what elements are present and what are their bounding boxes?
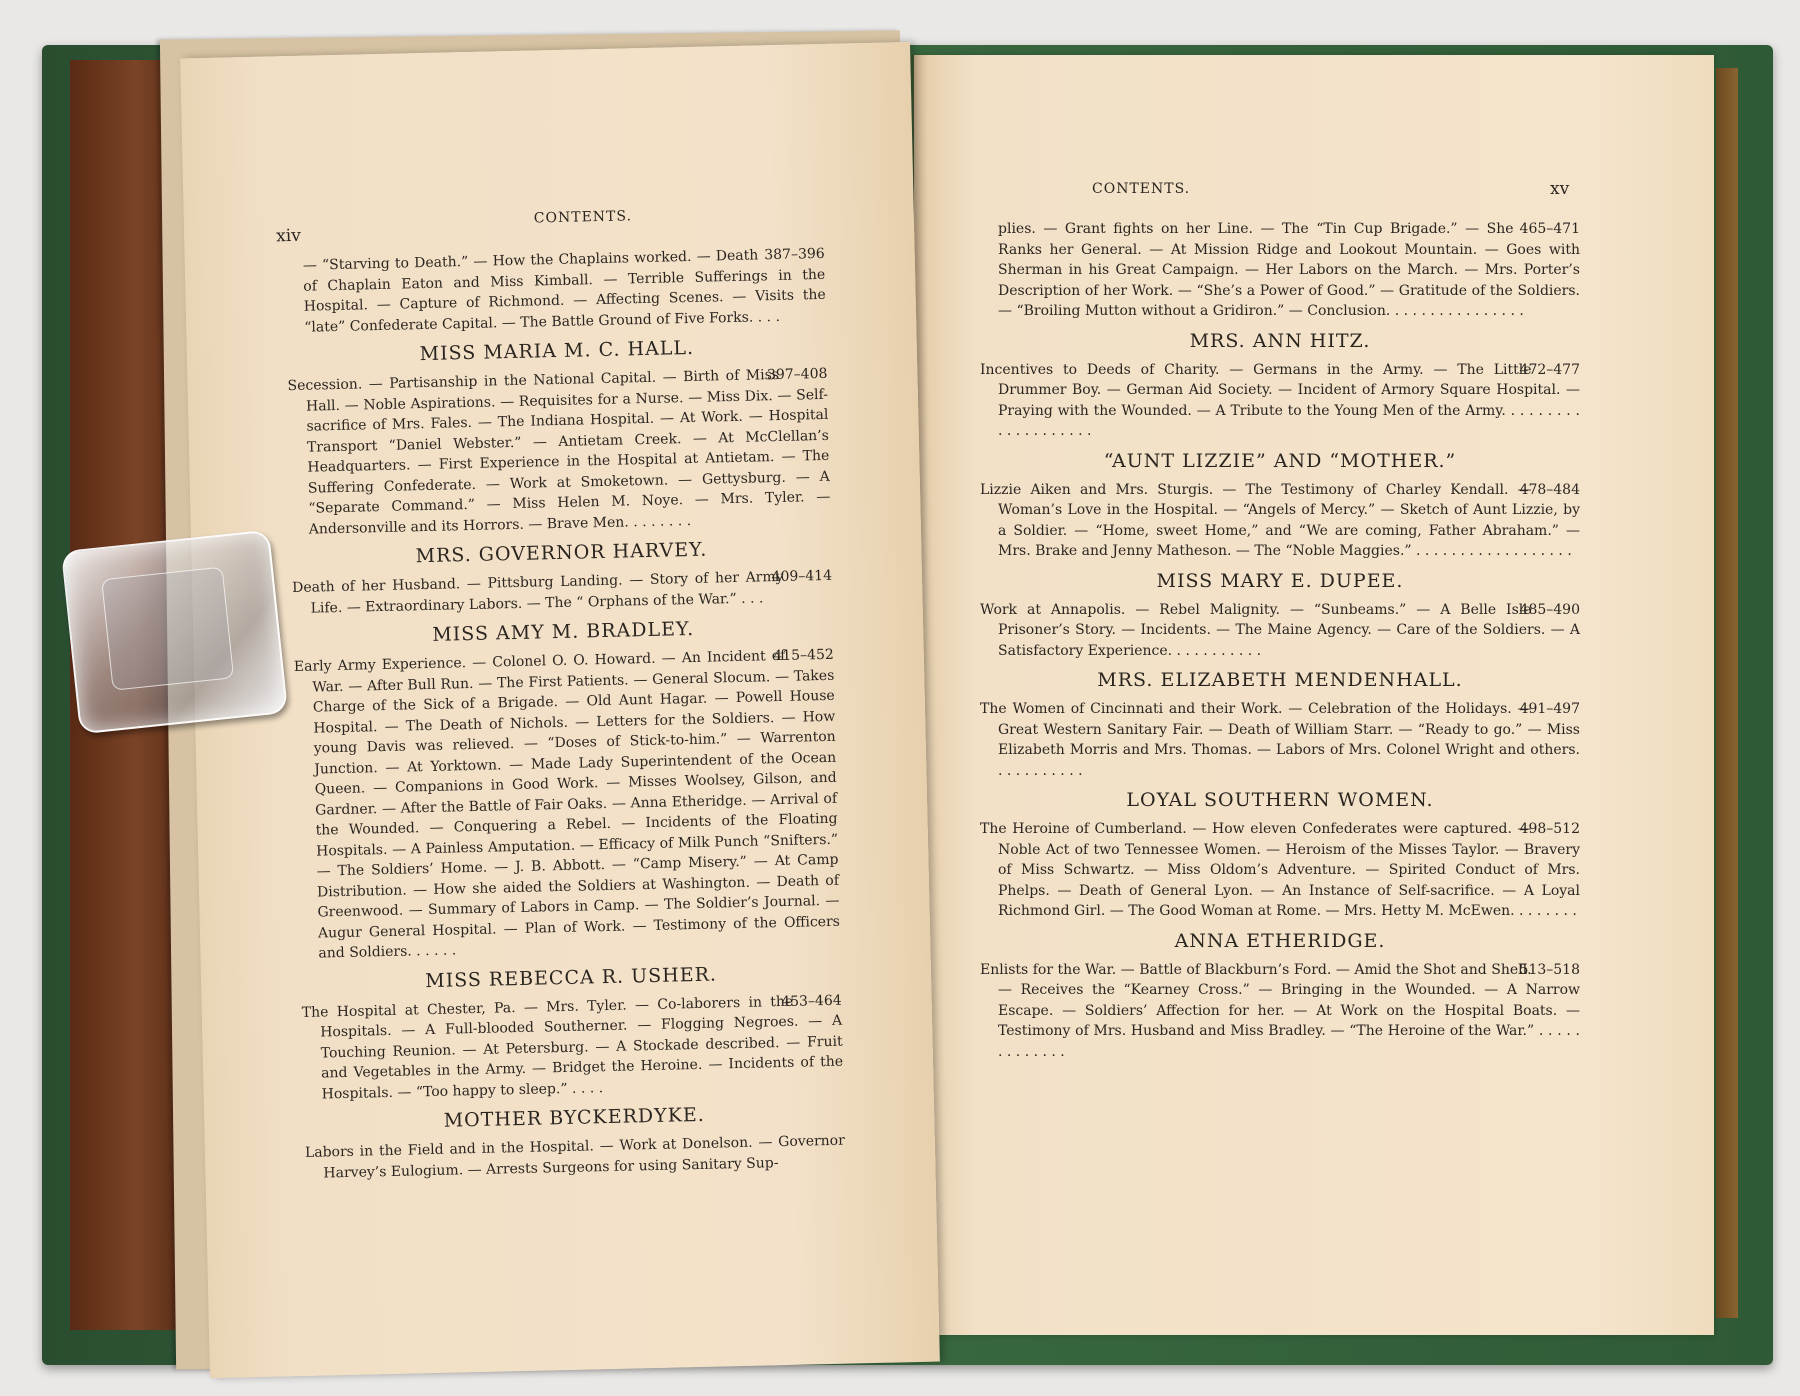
section-name: MOTHER BYCKERDYKE. — [443, 1103, 706, 1132]
entry-text: 491–497 The Women of Cincinnati and their Work. — Celebration of the Holidays. — Great Western Sanitary Fair. — Death of William Starr. — “Ready to go.” — Miss Elizabeth Morris and Mrs. Thomas. — Labors of Mrs. Colonel Wright and others. . . . . . . . . . . — [980, 701, 1580, 779]
page-number: xiv — [275, 225, 302, 247]
right-page — [914, 55, 1714, 1335]
section-name: “AUNT LIZZIE” AND “MOTHER.” — [1103, 449, 1457, 472]
section-name: MRS. ELIZABETH MENDENHALL. — [1097, 669, 1463, 691]
entry-text: 498–512 The Heroine of Cumberland. — How eleven Confederates were captured. — Noble Act of two Tennessee Women. — Heroism of the Misses Taylor. — Bravery of Miss Schwartz. — Miss Oldom’s Adventure. — Spirited Conduct of Mrs. Phelps. — Death of General Lyon. — An Instance of Self-sacrifice. — A Loyal Richmond Girl. — The Good Woman at Rome. — Mrs. Hetty M. McEwen. . . . . . . . — [980, 821, 1580, 919]
glass-page-weight — [61, 530, 288, 735]
section-name: MRS. ANN HITZ. — [1189, 329, 1371, 352]
section-name: MRS. GOVERNOR HARVEY. — [415, 538, 708, 568]
page-range: 387–396 — [764, 245, 825, 264]
entry-text: 453–464 The Hospital at Chester, Pa. — Mrs. Tyler. — Co-laborers in the Hospitals. — A Full-blooded Southerner. — Flogging Negroes. — A Touching Reunion. — At Petersburg. — A Stockade described. — Fruit and Vegetables in the Army. — Bridget the Heroine. — Incidents of the Hospitals. — “Too happy to sleep.” . . . . — [301, 992, 844, 1103]
contents-entry — [304, 1101, 845, 1184]
section-name: MISS MARY E. DUPEE. — [1156, 569, 1404, 592]
contents-entry — [980, 450, 1580, 562]
page-range: 409–414 — [771, 567, 833, 586]
page-range: 513–518 — [1519, 961, 1580, 978]
entry-text: Labors in the Field and in the Hospital. — Work at Donelson. — Governor Harvey’s Eulogium. — Arrests Surgeons for using Sanitary Sup- — [304, 1132, 846, 1181]
entry-text: 387–396 — “Starving to Death.” — How the Chaplains worked. — Death of Chaplain Eaton and Miss Kimball. — Terrible Sufferings in the Hospital. — Capture of Richmond. — Affecting Scenes. — Visits the “late” Confederate Capital. — The Battle Ground of Five Forks. . . . — [302, 245, 826, 336]
contents-list — [980, 219, 1580, 1068]
contents-list — [285, 244, 846, 1190]
section-name: MISS REBECCA R. USHER. — [424, 963, 718, 992]
left-page — [180, 42, 940, 1378]
page-range: 465–471 — [1519, 221, 1580, 237]
contents-entry — [285, 244, 827, 338]
page-range: 472–477 — [1519, 361, 1580, 378]
entry-text: 472–477 Incentives to Deeds of Charity. — Germans in the Army. — The Little Drummer Boy. — German Aid Society. — Incident of Armory Square Hospital. — Praying with the Wounded. — A Tribute to the Young Men of the Army. . . . . . . . . . . . . . . . . . . . — [980, 361, 1580, 439]
entry-text: 397–408 Secession. — Partisanship in the National Capital. — Birth of Miss Hall. — Noble Aspirations. — Requisites for a Nurse. — Miss Dix. — Self-sacrifice of Mrs. Fales. — The Indiana Hospital. — At Work. — Hospital Transport “Daniel Webster.” — Antietam Creek. — At McClellan’s Headquarters. — First Experience in the Hospital at Antietam. — The Suffering Confederate. — Work at Smoketown. — Gettysburg. — A “Separate Command.” — Miss Helen M. Noye. — Mrs. Tyler. — Andersonville and its Horrors. — Brave Men. . . . . . . . — [287, 365, 831, 538]
entry-text: 409–414 Death of her Husband. — Pittsburg Landing. — Story of her Army Life. — Extraordinary Labors. — The “ Orphans of the War.” . . . — [291, 567, 833, 617]
entry-text: 513–518 Enlists for the War. — Battle of Blackburn’s Ford. — Amid the Shot and Shell. — Receives the “Kearney Cross.” — Bringing in the Wounded. — A Narrow Escape. — Soldiers’ Affection for her. — At Work on the Hospital Boats. — Testimony of Mrs. Husband and Miss Bradley. — “The Heroine of the War.” . . . . . . . . . . . . . — [980, 961, 1580, 1060]
page-range: 478–484 — [1519, 481, 1580, 498]
glass-facet — [101, 567, 234, 691]
page-range: 397–408 — [766, 365, 828, 384]
contents-entry — [980, 930, 1580, 1063]
contents-entry — [980, 219, 1580, 322]
contents-entry — [293, 615, 841, 965]
contents-entry — [980, 789, 1580, 922]
entry-text: 485–490 Work at Annapolis. — Rebel Malignity. — “Sunbeams.” — A Belle Isle Prisoner’s Story. — Incidents. — The Maine Agency. — Care of the Soldiers. — A Satisfactory Experience. . . . . . . . . . . — [980, 601, 1580, 659]
page-range: 491–497 — [1519, 701, 1580, 717]
section-name: LOYAL SOUTHERN WOMEN. — [1126, 789, 1434, 811]
page-range: 415–452 — [773, 646, 834, 665]
running-head: CONTENTS. — [1092, 181, 1191, 197]
contents-entry — [287, 334, 831, 540]
page-range: 498–512 — [1519, 821, 1580, 837]
entry-text: 465–471 plies. — Grant fights on her Line. — The “Tin Cup Brigade.” — She Ranks her General. — At Mission Ridge and Lookout Mountain. — Goes with Sherman in his Great Campaign. — Her Labors on the March. — Mrs. Porter’s Description of her Work. — “She’s a Power of Good.” — Gratitude of the Soldiers. — “Broiling Mutton without a Gridiron.” — Conclusion. . . . . . . . . . . . . . . . — [998, 221, 1580, 319]
contents-entry — [301, 960, 844, 1105]
entry-text: 415–452 Early Army Experience. — Colonel O. O. Howard. — An Incident of War. — After Bull Run. — The First Patients. — General Slocum. — Takes Charge of the Sick of a Brigade. — Old Aunt Hagar. — Powell House Hospital. — The Death of Nichols. — Letters for the Soldiers. — How young Davis was relieved. — “Doses of Stick-to-him.” — Warrenton Junction. — At Yorktown. — Made Lady Superintendent of the Ocean Queen. — Companions in Good Work. — Misses Woolsey, Gilson, and Gardner. — After the Battle of Fair Oaks. — Anna Etheridge. — Arrival of the Wounded. — Conquering a Rebel. — Incidents of the Floating Hospitals. — A Painless Amputation. — Efficacy of Milk Punch “Snifters.” — The Soldiers’ Home. — J. B. Abbott. — “Camp Misery.” — At Camp Distribution. — How she aided the Soldiers at Washington. — Death of Greenwood. — Summary of Labors in Camp. — The Soldier’s Journal. — Augur General Hospital. — Plan of Work. — Testimony of the Officers and Soldiers. . . . . . — [293, 646, 841, 962]
page-number: xv — [1550, 179, 1570, 199]
page-range: 453–464 — [781, 992, 842, 1010]
contents-entry — [980, 570, 1580, 662]
entry-text: 478–484 Lizzie Aiken and Mrs. Sturgis. — The Testimony of Charley Kendall. — Woman’s Love in the Hospital. — “Angels of Mercy.” — Sketch of Aunt Lizzie, by a Soldier. — “Home, sweet Home,” and “We are coming, Father Abraham.” — Mrs. Brake and Jenny Matheson. — The “Noble Maggies.” . . . . . . . . . . . . . . . . . . — [980, 481, 1580, 559]
page-block-edge — [1716, 68, 1738, 1318]
contents-entry — [980, 330, 1580, 442]
section-name: MISS AMY M. BRADLEY. — [432, 617, 695, 646]
running-head: CONTENTS. — [533, 208, 633, 227]
section-name: ANNA ETHERIDGE. — [1174, 929, 1386, 952]
section-name: MISS MARIA M. C. HALL. — [419, 336, 695, 366]
page-range: 485–490 — [1519, 601, 1580, 618]
contents-entry — [291, 536, 832, 619]
contents-entry — [980, 669, 1580, 781]
